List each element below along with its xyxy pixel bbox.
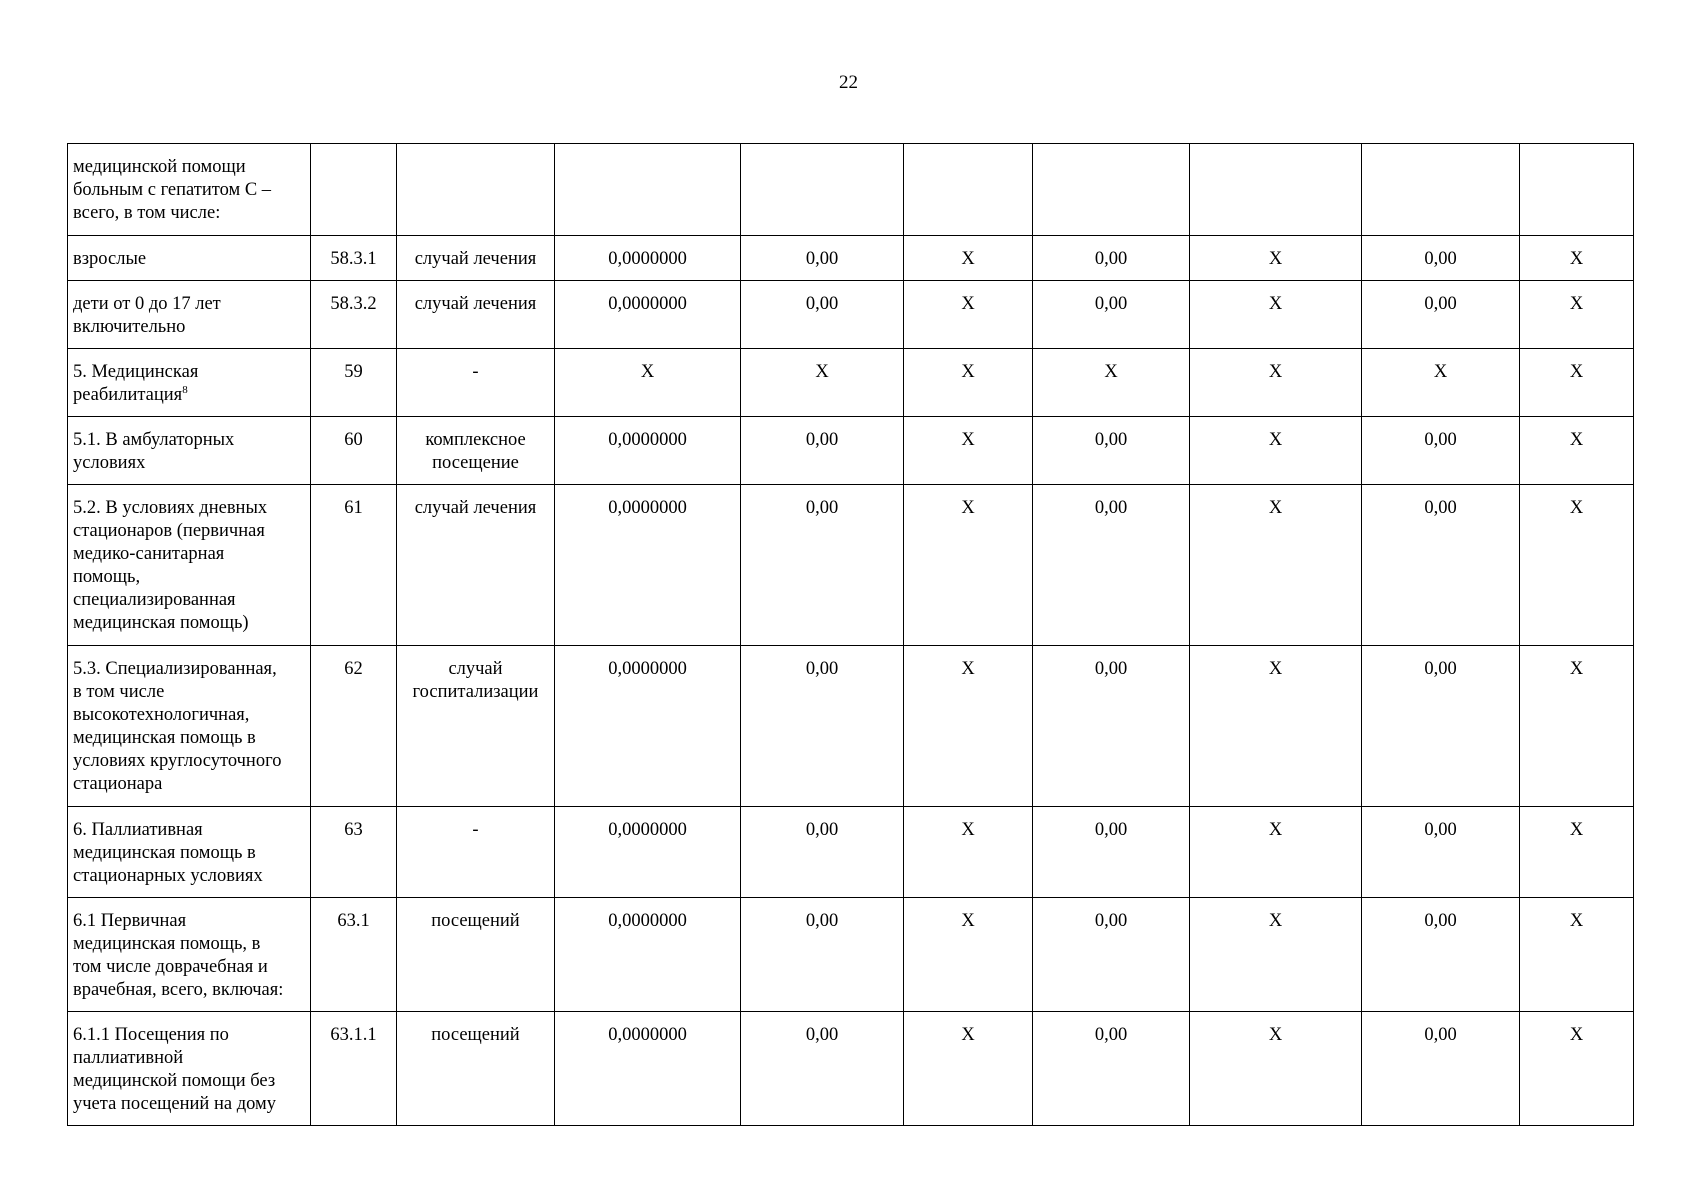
row-name-line: в том числе (73, 682, 165, 702)
row-name-cell (68, 807, 311, 898)
table-row (68, 236, 1634, 281)
table-row (68, 144, 1634, 236)
value-cell: 0,00 (1362, 417, 1520, 485)
row-code-cell: 63 (311, 807, 397, 898)
row-name-line: медицинская помощь в (73, 728, 256, 748)
norm-volume-cell: 0,0000000 (555, 281, 741, 349)
norm-cost-cell (741, 144, 904, 236)
value-cell (1033, 144, 1190, 236)
row-code-cell: 60 (311, 417, 397, 485)
norm-cost-cell: 0,00 (741, 485, 904, 646)
row-name-line: взрослые (73, 249, 147, 269)
value-cell (904, 144, 1033, 236)
row-name-line: условиях (73, 453, 146, 473)
value-cell: X (1520, 898, 1634, 1012)
unit-cell: случай лечения (397, 236, 555, 281)
row-name-line: врачебная, всего, включая: (73, 980, 284, 1000)
value-cell: X (1190, 417, 1362, 485)
row-code-cell: 58.3.1 (311, 236, 397, 281)
table-row (68, 417, 1634, 485)
unit-cell: случай лечения (397, 281, 555, 349)
unit-cell: - (397, 807, 555, 898)
row-name-cell (68, 1012, 311, 1126)
row-name-line: всего, в том числе: (73, 203, 221, 223)
row-name-line: медицинской помощи (73, 157, 246, 177)
value-cell: X (1190, 898, 1362, 1012)
norm-cost-cell: 0,00 (741, 898, 904, 1012)
value-cell: 0,00 (1362, 485, 1520, 646)
row-name-cell (68, 417, 311, 485)
row-code-cell: 62 (311, 646, 397, 807)
table-row (68, 1012, 1634, 1126)
norm-volume-cell: 0,0000000 (555, 807, 741, 898)
norm-cost-cell: 0,00 (741, 281, 904, 349)
table-row (68, 281, 1634, 349)
value-cell (1190, 144, 1362, 236)
row-name-line: 6.1.1 Посещения по (73, 1025, 229, 1045)
norm-cost-cell: 0,00 (741, 646, 904, 807)
row-code-cell: 59 (311, 349, 397, 417)
value-cell: 0,00 (1033, 236, 1190, 281)
value-cell: X (1033, 349, 1190, 417)
row-name-line: стационаров (первичная (73, 521, 265, 541)
row-name-line: включительно (73, 317, 186, 337)
unit-cell (397, 144, 555, 236)
data-table (67, 143, 1634, 1126)
value-cell (1362, 144, 1520, 236)
value-cell: X (904, 349, 1033, 417)
row-name-line: помощь, (73, 567, 141, 587)
norm-volume-cell: 0,0000000 (555, 646, 741, 807)
value-cell: X (1520, 281, 1634, 349)
norm-cost-cell: X (741, 349, 904, 417)
row-name-line: реабилитация (73, 385, 183, 405)
norm-volume-cell (555, 144, 741, 236)
row-name-line: 5.2. В условиях дневных (73, 498, 268, 518)
norm-cost-cell: 0,00 (741, 1012, 904, 1126)
value-cell: X (904, 236, 1033, 281)
table-row (68, 807, 1634, 898)
row-code-cell: 61 (311, 485, 397, 646)
norm-cost-cell: 0,00 (741, 417, 904, 485)
value-cell: X (904, 807, 1033, 898)
unit-cell: посещений (397, 1012, 555, 1126)
value-cell: 0,00 (1362, 807, 1520, 898)
value-cell: 0,00 (1362, 236, 1520, 281)
norm-volume-cell: X (555, 349, 741, 417)
norm-volume-cell: 0,0000000 (555, 417, 741, 485)
norm-cost-cell: 0,00 (741, 807, 904, 898)
row-name-line: 6.1 Первичная (73, 911, 187, 931)
row-name-line: паллиативной (73, 1048, 184, 1068)
value-cell: X (904, 1012, 1033, 1126)
page-number: 22 (839, 72, 858, 93)
value-cell: 0,00 (1033, 898, 1190, 1012)
value-cell: X (1520, 417, 1634, 485)
row-code-cell (311, 144, 397, 236)
table-body (68, 144, 1634, 1126)
value-cell: 0,00 (1362, 281, 1520, 349)
unit-cell: случай лечения (397, 485, 555, 646)
value-cell: X (904, 281, 1033, 349)
value-cell: X (1190, 807, 1362, 898)
value-cell: X (1190, 281, 1362, 349)
value-cell: X (1520, 485, 1634, 646)
value-cell: X (1190, 646, 1362, 807)
norm-volume-cell: 0,0000000 (555, 898, 741, 1012)
row-name-line: 5. Медицинская (73, 362, 199, 382)
table-row (68, 646, 1634, 807)
value-cell: 0,00 (1033, 485, 1190, 646)
value-cell: 0,00 (1033, 417, 1190, 485)
table-row (68, 898, 1634, 1012)
row-code-cell: 63.1.1 (311, 1012, 397, 1126)
norm-cost-cell: 0,00 (741, 236, 904, 281)
unit-cell: комплексное посещение (397, 417, 555, 485)
table-row (68, 485, 1634, 646)
row-name-line: медицинской помощи без (73, 1071, 276, 1091)
footnote-marker: 8 (182, 383, 188, 396)
row-name-line: медицинская помощь) (73, 613, 249, 633)
value-cell: 0,00 (1033, 807, 1190, 898)
value-cell: X (1190, 236, 1362, 281)
row-name-cell (68, 281, 311, 349)
row-name-line: условиях круглосуточного (73, 751, 282, 771)
row-name-line: медико-санитарная (73, 544, 225, 564)
unit-cell: случай госпитализации (397, 646, 555, 807)
row-name-cell (68, 144, 311, 236)
value-cell: X (1520, 236, 1634, 281)
row-name-line: учета посещений на дому (73, 1094, 276, 1114)
row-code-cell: 58.3.2 (311, 281, 397, 349)
value-cell: X (904, 898, 1033, 1012)
row-name-cell (68, 485, 311, 646)
row-name-cell (68, 898, 311, 1012)
value-cell: 0,00 (1033, 646, 1190, 807)
value-cell: X (1520, 807, 1634, 898)
row-name-line: медицинская помощь в (73, 843, 256, 863)
value-cell (1520, 144, 1634, 236)
norm-volume-cell: 0,0000000 (555, 1012, 741, 1126)
row-name-cell (68, 236, 311, 281)
table-row (68, 349, 1634, 417)
row-name-line: высокотехнологичная, (73, 705, 250, 725)
value-cell: 0,00 (1362, 898, 1520, 1012)
row-name-line: специализированная (73, 590, 236, 610)
value-cell: X (1362, 349, 1520, 417)
row-name-cell (68, 349, 311, 417)
value-cell: 0,00 (1362, 1012, 1520, 1126)
value-cell: 0,00 (1033, 1012, 1190, 1126)
value-cell: X (1520, 349, 1634, 417)
value-cell: X (1190, 349, 1362, 417)
value-cell: X (904, 485, 1033, 646)
value-cell: X (1520, 1012, 1634, 1126)
row-code-cell: 63.1 (311, 898, 397, 1012)
row-name-cell (68, 646, 311, 807)
row-name-line: 5.1. В амбулаторных (73, 430, 235, 450)
row-name-line: 6. Паллиативная (73, 820, 203, 840)
row-name-line: стационарных условиях (73, 866, 263, 886)
value-cell: X (904, 646, 1033, 807)
unit-cell: посещений (397, 898, 555, 1012)
row-name-line: больным с гепатитом С – (73, 180, 272, 200)
row-name-line: медицинская помощь, в (73, 934, 261, 954)
value-cell: 0,00 (1362, 646, 1520, 807)
row-name-line-with-footnote (73, 384, 305, 407)
row-name-line: дети от 0 до 17 лет (73, 294, 221, 314)
value-cell: 0,00 (1033, 281, 1190, 349)
norm-volume-cell: 0,0000000 (555, 236, 741, 281)
row-name-line: стационара (73, 774, 163, 794)
value-cell: X (904, 417, 1033, 485)
row-name-line: том числе доврачебная и (73, 957, 268, 977)
row-name-line: 5.3. Специализированная, (73, 659, 277, 679)
value-cell: X (1190, 485, 1362, 646)
unit-cell: - (397, 349, 555, 417)
norm-volume-cell: 0,0000000 (555, 485, 741, 646)
value-cell: X (1520, 646, 1634, 807)
value-cell: X (1190, 1012, 1362, 1126)
